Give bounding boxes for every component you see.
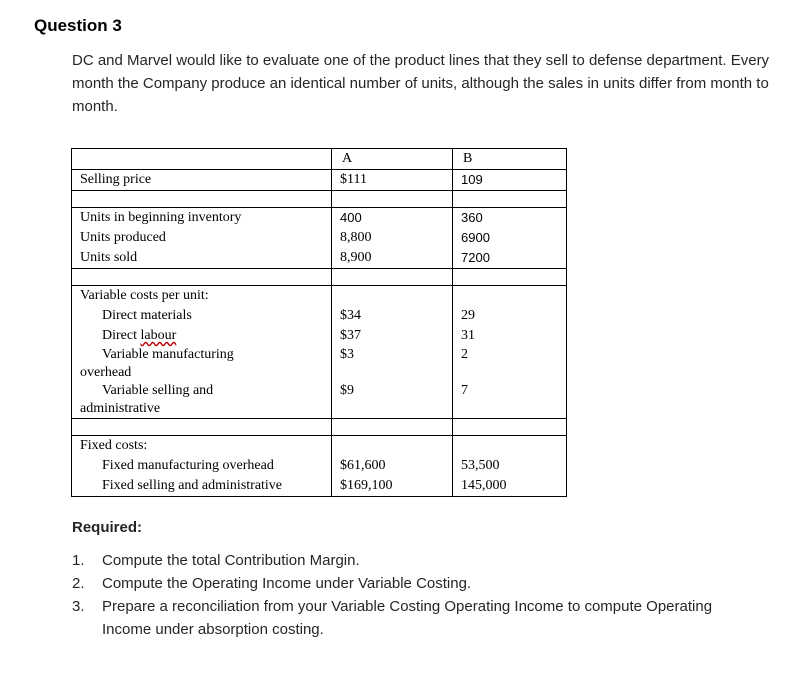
var-selling-admin-label-2: administrative: [80, 401, 161, 416]
header-a: A: [332, 149, 453, 170]
fixed-costs-heading: Fixed costs:: [80, 438, 148, 453]
header-b: B: [453, 149, 567, 170]
direct-labour-a: $37: [340, 328, 361, 343]
units-beginning-a: 400: [340, 210, 362, 225]
table-row: [72, 286, 567, 419]
table-row: [72, 208, 567, 269]
var-selling-admin-a: $9: [340, 383, 354, 398]
list-item-text: Compute the Operating Income under Variable Costing.: [102, 575, 472, 592]
spacer-row: [72, 191, 567, 208]
cost-data-table: [71, 148, 567, 497]
variable-costs-heading: Variable costs per unit:: [80, 288, 209, 303]
selling-price-label: Selling price: [80, 172, 152, 187]
var-mfg-overhead-a: $3: [340, 347, 354, 362]
list-item-number: 1.: [72, 552, 85, 569]
question-title: Question 3: [34, 16, 122, 35]
var-selling-admin-b: 7: [461, 383, 468, 398]
question-intro: DC and Marvel would like to evaluate one of the product lines that they sell to defense department. Every month the Company produce an identical number of units, although the sales in units differ from month to month.: [72, 52, 770, 115]
var-mfg-overhead-b: 2: [461, 347, 468, 362]
direct-materials-label: Direct materials: [102, 308, 192, 323]
units-beginning-label: Units in beginning inventory: [80, 210, 242, 225]
spacer-row: [72, 269, 567, 286]
selling-price-b: 109: [461, 172, 483, 187]
table-header-row: [72, 149, 567, 170]
list-item: [72, 549, 762, 572]
selling-price-a: $111: [340, 172, 367, 187]
required-task-list: [72, 549, 762, 641]
list-item-number: 2.: [72, 575, 85, 592]
units-beginning-b: 360: [461, 210, 483, 225]
var-selling-admin-label-1: Variable selling and: [102, 383, 214, 398]
direct-labour-b: 31: [461, 328, 475, 343]
units-sold-a: 8,900: [340, 250, 372, 265]
units-produced-b: 6900: [461, 230, 490, 245]
list-item: [72, 572, 762, 595]
header-label-cell: [72, 149, 332, 170]
fixed-mfg-overhead-b: 53,500: [461, 458, 500, 473]
var-mfg-overhead-label-1: Variable manufacturing: [102, 347, 234, 362]
table-row: [72, 436, 567, 497]
direct-labour-label: Direct labour: [102, 328, 177, 343]
var-mfg-overhead-label-2: overhead: [80, 365, 132, 380]
units-produced-a: 8,800: [340, 230, 372, 245]
units-produced-label: Units produced: [80, 230, 166, 245]
list-item-text: Compute the total Contribution Margin.: [102, 552, 360, 569]
list-item-number: 3.: [72, 598, 85, 615]
units-sold-b: 7200: [461, 250, 490, 265]
required-heading: Required:: [72, 519, 143, 536]
fixed-selling-admin-label: Fixed selling and administrative: [102, 478, 283, 493]
fixed-selling-admin-b: 145,000: [461, 478, 507, 493]
fixed-mfg-overhead-a: $61,600: [340, 458, 386, 473]
table-row: [72, 170, 567, 191]
direct-materials-a: $34: [340, 308, 361, 323]
fixed-mfg-overhead-label: Fixed manufacturing overhead: [102, 458, 274, 473]
units-sold-label: Units sold: [80, 250, 138, 265]
fixed-selling-admin-a: $169,100: [340, 478, 393, 493]
list-item: [72, 595, 762, 641]
direct-materials-b: 29: [461, 308, 475, 323]
list-item-text: Prepare a reconciliation from your Variable Costing Operating Income to compute Operating Income under absorption costing.: [102, 598, 713, 638]
spacer-row: [72, 419, 567, 436]
